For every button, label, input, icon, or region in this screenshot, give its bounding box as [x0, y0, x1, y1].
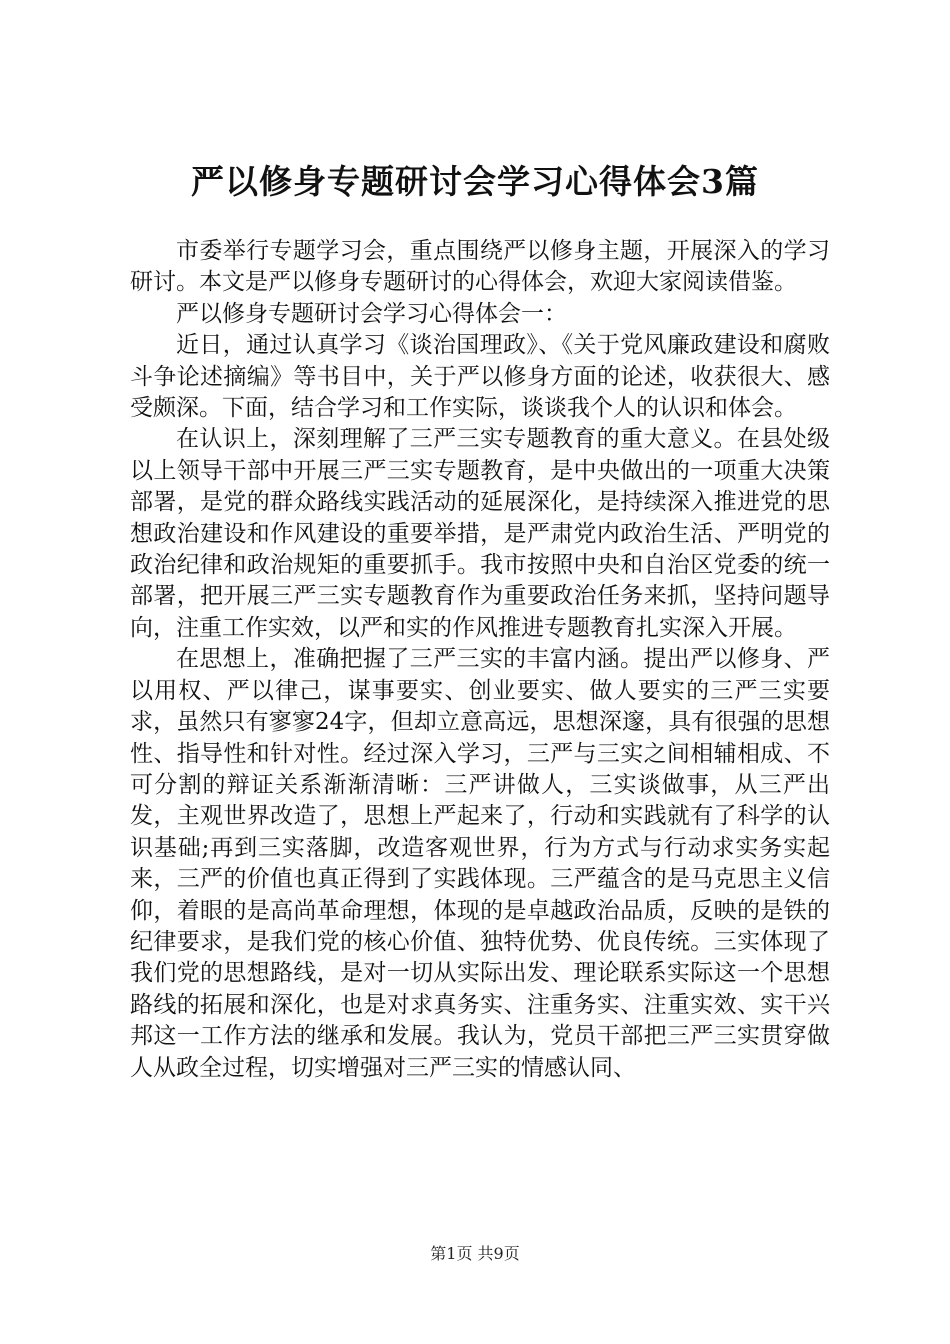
body-paragraph: 在认识上，深刻理解了三严三实专题教育的重大意义。在县处级以上领导干部中开展三严三实专题教育，是中央做出的一项重大决策部署，是党的群众路线实践活动的延展深化，是持续深入推进党的思想政治建设和作风建设的重要举措，是严肃党内政治生活、严明党的政治纪律和政治规矩的重要抓手。我市按照中央和自治区党委的统一部署，把开展三严三实专题教育作为重要政治任务来抓，坚持问题导向，注重工作实效，以严和实的作风推进专题教育扎实深入开展。 [130, 426, 830, 641]
document-body [130, 236, 830, 1084]
intro-paragraph: 市委举行专题学习会，重点围绕严以修身主题，开展深入的学习研讨。本文是严以修身专题研讨的心得体会，欢迎大家阅读借鉴。 [130, 238, 830, 296]
body-paragraph: 近日，通过认真学习《谈治国理政》、《关于党风廉政建设和腐败斗争论述摘编》等书目中，关于严以修身方面的论述，收获很大、感受颇深。下面，结合学习和工作实际，谈谈我个人的认识和体会。 [130, 332, 830, 422]
document-title: 严以修身专题研讨会学习心得体会3篇 [191, 162, 759, 201]
page-number: 第1页 共9页 [430, 1244, 520, 1263]
section-heading: 严以修身专题研讨会学习心得体会一： [176, 300, 567, 327]
body-paragraph: 在思想上，准确把握了三严三实的丰富内涵。提出严以修身、严以用权、严以律己，谋事要实、创业要实、做人要实的三严三实要求，虽然只有寥寥24字，但却立意高远，思想深邃，具有很强的思想性、指导性和针对性。经过深入学习，三严与三实之间相辅相成、不可分割的辩证关系渐渐清晰：三严讲做人，三实谈做事，从三严出发，主观世界改造了，思想上严起来了，行动和实践就有了科学的认识基础;再到三实落脚，改造客观世界，行为方式与行动求实务实起来，三严的价值也真正得到了实践体现。三严蕴含的是马克思主义信仰，着眼的是高尚革命理想，体现的是卓越政治品质，反映的是铁的纪律要求，是我们党的核心价值、独特优势、优良传统。三实体现了我们党的思想路线，是对一切从实际出发、理论联系实际这一个思想路线的拓展和深化，也是对求真务实、注重务实、注重实效、实干兴邦这一工作方法的继承和发展。我认为，党员干部把三严三实贯穿做人从政全过程，切实增强对三严三实的情感认同、 [130, 646, 830, 1081]
